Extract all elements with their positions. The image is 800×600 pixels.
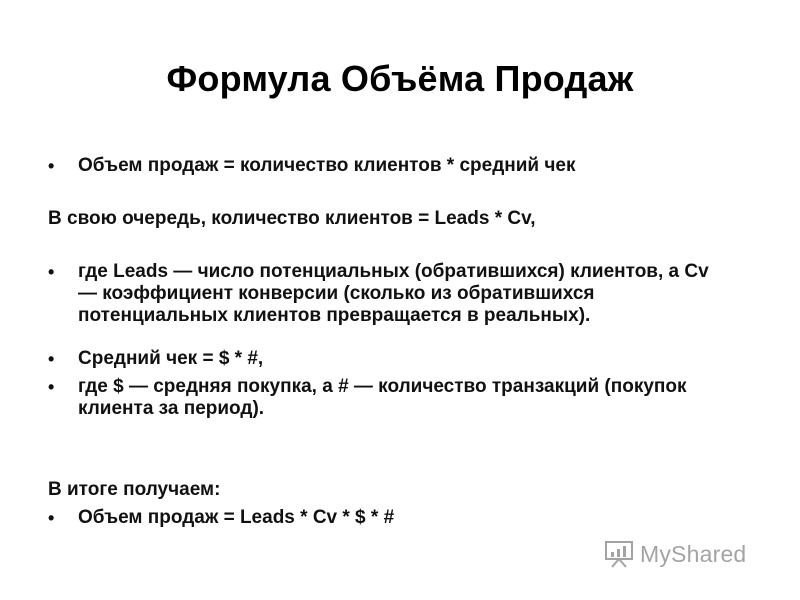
bullet-icon: • <box>48 349 55 369</box>
list-item <box>48 348 748 370</box>
paragraph-text: В итоге получаем: <box>48 479 221 500</box>
bullet-icon: • <box>48 156 55 176</box>
list-item-text: где $ — средняя покупка, а # — количество транзакций (покупок клиента за период). <box>78 376 687 419</box>
bullet-icon: • <box>48 262 55 282</box>
list-item-text: где Leads — число потенциальных (обратившихся) клиентов, а Cv — коэффициент конверсии (сколько из обратившихся потенциальных клиентов превращается в реальных). <box>78 261 709 326</box>
watermark-text: MyShared <box>640 540 747 567</box>
list-item-text: Объем продаж = количество клиентов * средний чек <box>78 155 576 176</box>
paragraph <box>48 208 748 230</box>
list-item <box>48 155 748 177</box>
bullet-icon: • <box>48 508 55 528</box>
slide-title: Формула Объёма Продаж <box>166 58 634 99</box>
paragraph-text: В свою очередь, количество клиентов = Leads * Cv, <box>48 208 536 229</box>
list-item <box>48 376 748 420</box>
presentation-board-icon <box>604 540 634 568</box>
list-item-text: Объем продаж = Leads * Cv * $ * # <box>78 507 395 528</box>
watermark <box>604 536 774 572</box>
bullet-icon: • <box>48 377 55 397</box>
list-item <box>48 261 748 327</box>
list-item-text: Средний чек = $ * #, <box>78 348 264 369</box>
paragraph <box>48 479 748 501</box>
list-item <box>48 507 748 529</box>
